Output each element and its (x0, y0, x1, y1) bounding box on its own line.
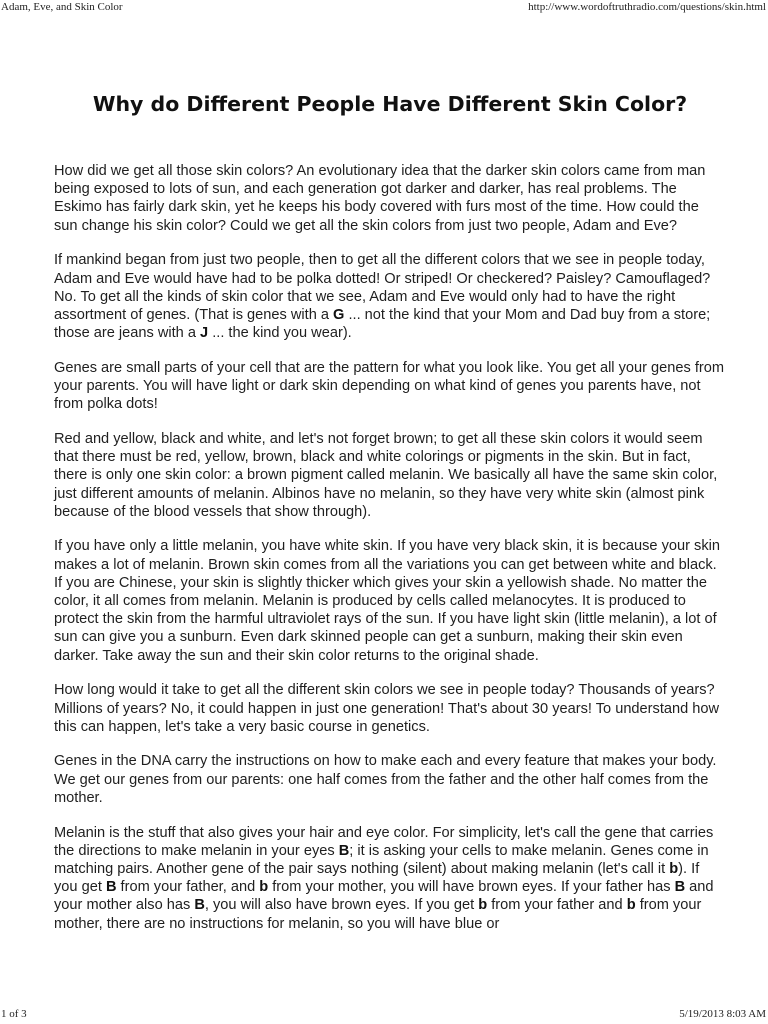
paragraph-6: How long would it take to get all the different skin colors we see in people today? Thousands of years? Millions of years? No, it could happen in just one generation! That's about 30 years! To understand how this can happen, let's take a very basic course in genetics. (54, 682, 720, 735)
paragraph-4: Red and yellow, black and white, and let's not forget brown; to get all these skin colors it would seem that there must be red, yellow, brown, black and white colorings or pigments in the skin. But in fact, there is only one skin color: a brown pigment called melanin. We basically all have the same skin color, just different amounts of melanin. Albinos have no melanin, so they have very white skin (almost pink because of the blood vessels that show through). (54, 430, 718, 520)
gene-letter-recessive: b (259, 879, 269, 896)
paragraph-8-text: and your mother also has (54, 879, 714, 914)
paragraph-8-text: from your mother, you will have brown eyes. If your father has (268, 879, 675, 896)
print-header-url[interactable]: http://www.wordoftruthradio.com/questions/skin.html (528, 1, 766, 13)
page-title: Why do Different People Have Different Skin Color? (92, 92, 688, 116)
paragraph-2-text-c: ... the kind you wear). (208, 325, 352, 342)
paragraph-8-text: Melanin is the stuff that also gives your hair and eye color. For simplicity, let's call the gene that carries the directions to make melanin in your eyes (54, 824, 714, 859)
paragraph-8-text: ). If you get (54, 861, 700, 896)
print-datetime: 5/19/2013 8:03 AM (679, 1008, 766, 1020)
paragraph-3: Genes are small parts of your cell that are the pattern for what you look like. You get all your genes from your parents. You will have light or dark skin depending on what kind of genes you parents have, not from polka dots! (54, 359, 725, 413)
paragraph-2 (54, 251, 726, 342)
paragraph-8-text: from your mother, there are no instructions for melanin, so you will have blue or (54, 897, 702, 932)
gene-letter-recessive: b (478, 897, 488, 914)
paragraph-8 (54, 824, 726, 933)
gene-letter-dominant: B (338, 842, 350, 859)
paragraph-5: If you have only a little melanin, you have white skin. If you have very black skin, it is because your skin makes a lot of melanin. Brown skin comes from all the variations you can get between white and black. If you are Chinese, your skin is slightly thicker which gives your skin a yellowish shade. No matter the color, it all comes from melanin. Melanin is produced by cells called melanocytes. It is produced to protect the skin from the harmful ultraviolet rays of the sun. If you have light skin (little melanin), a lot of sun can give you a sunburn. Even dark skinned people can get a sunburn, making their skin even darker. Take away the sun and their skin color returns to the original shade. (54, 538, 720, 664)
paragraph-2-text-a: If mankind began from just two people, then to get all the different colors that we see in people today, Adam and Eve would have had to be polka dotted! Or striped! Or checkered? Paisley? Camouflaged? No. To get all the kinds of skin color that we see, Adam and Eve would only had to have the right assortment of genes. (That is genes with a (54, 252, 711, 323)
page-number: 1 of 3 (1, 1008, 27, 1020)
paragraph-8-text: from your father and (487, 897, 627, 914)
gene-letter-dominant: B (674, 879, 686, 896)
paragraph-8-text: , you will also have brown eyes. If you get (204, 897, 479, 914)
paragraph-7: Genes in the DNA carry the instructions on how to make each and every feature that makes your body. We get our genes from our parents: one half comes from the father and the other half comes from the mother. (54, 753, 717, 806)
jeans-letter-j: J (200, 325, 209, 342)
paragraph-2-text-b: ... not the kind that your Mom and Dad buy from a store; those are jeans with a (54, 306, 711, 342)
article-body (54, 162, 726, 933)
gene-letter-dominant: B (194, 897, 205, 914)
print-footer (0, 1008, 768, 1020)
paragraph-8-text: ; it is asking your cells to make melanin. Genes come in matching pairs. Another gene of the pair says nothing (silent) about making melanin (let's call it (54, 842, 709, 877)
gene-letter-recessive: b (626, 897, 636, 914)
paragraph-8-text: from your father, and (116, 879, 260, 896)
gene-letter-dominant: B (105, 879, 117, 896)
gene-letter-g: G (333, 306, 345, 323)
article (54, 0, 726, 949)
gene-letter-recessive: b (669, 861, 679, 877)
paragraph-1: How did we get all those skin colors? An evolutionary idea that the darker skin colors came from man being exposed to lots of sun, and each generation got darker and darker, has real problems. The Eskimo has fairly dark skin, yet he keeps his body covered with furs most of the time. How could the sun change his skin color? Could we get all the skin colors from just two people, Adam and Eve? (54, 163, 706, 234)
print-header-title: Adam, Eve, and Skin Color (1, 1, 123, 13)
